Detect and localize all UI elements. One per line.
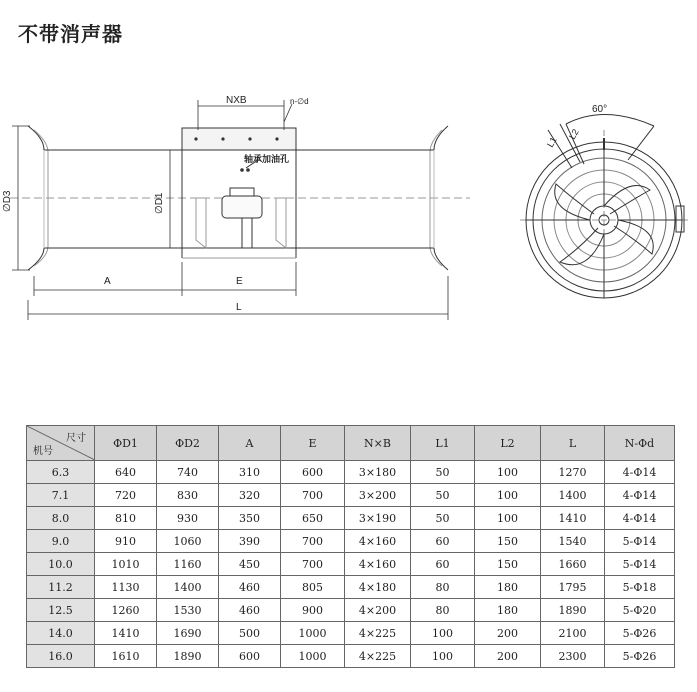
table-cell: 4×180 xyxy=(345,576,411,599)
table-row xyxy=(27,553,675,576)
model-number-cell: 10.0 xyxy=(27,553,95,576)
table-row xyxy=(27,484,675,507)
table-row xyxy=(27,599,675,622)
d3-label: ∅D3 xyxy=(2,190,13,212)
table-cell: 5-Φ26 xyxy=(605,645,675,668)
table-cell: 740 xyxy=(157,461,219,484)
table-cell: 3×180 xyxy=(345,461,411,484)
header-a: A xyxy=(219,426,281,461)
table-cell: 1130 xyxy=(95,576,157,599)
fan-side-view xyxy=(10,126,470,270)
table-cell: 180 xyxy=(475,576,541,599)
table-row xyxy=(27,530,675,553)
model-number-cell: 12.5 xyxy=(27,599,95,622)
table-cell: 930 xyxy=(157,507,219,530)
table-cell: 700 xyxy=(281,553,345,576)
page-title: 不带消声器 xyxy=(18,22,123,46)
table-cell: 460 xyxy=(219,599,281,622)
model-number-cell: 8.0 xyxy=(27,507,95,530)
table-cell: 5-Φ18 xyxy=(605,576,675,599)
table-cell: 3×190 xyxy=(345,507,411,530)
table-cell: 1410 xyxy=(541,507,605,530)
table-cell: 150 xyxy=(475,553,541,576)
table-cell: 900 xyxy=(281,599,345,622)
table-cell: 5-Φ14 xyxy=(605,553,675,576)
table-cell: 460 xyxy=(219,576,281,599)
table-cell: 4-Φ14 xyxy=(605,507,675,530)
table-row xyxy=(27,576,675,599)
table-row xyxy=(27,507,675,530)
table-cell: 350 xyxy=(219,507,281,530)
table-cell: 1540 xyxy=(541,530,605,553)
angle-label: 60° xyxy=(592,104,608,115)
table-cell: 4×225 xyxy=(345,622,411,645)
table-cell: 4×160 xyxy=(345,530,411,553)
table-cell: 100 xyxy=(475,484,541,507)
table-cell: 60 xyxy=(411,530,475,553)
table-cell: 805 xyxy=(281,576,345,599)
table-cell: 450 xyxy=(219,553,281,576)
table-cell: 1160 xyxy=(157,553,219,576)
table-cell: 4×160 xyxy=(345,553,411,576)
table-cell: 150 xyxy=(475,530,541,553)
l2-label: L2 xyxy=(567,127,581,141)
header-l: L xyxy=(541,426,605,461)
table-cell: 2100 xyxy=(541,622,605,645)
table-cell: 5-Φ26 xyxy=(605,622,675,645)
table-cell: 1270 xyxy=(541,461,605,484)
corner-size-label: 尺寸 xyxy=(66,433,86,444)
header-e: E xyxy=(281,426,345,461)
table-cell: 700 xyxy=(281,530,345,553)
table-cell: 200 xyxy=(475,645,541,668)
table-cell: 1000 xyxy=(281,645,345,668)
header-d2: ΦD2 xyxy=(157,426,219,461)
table-cell: 1060 xyxy=(157,530,219,553)
table-cell: 100 xyxy=(475,461,541,484)
table-body xyxy=(27,461,675,668)
header-nxb: N×B xyxy=(345,426,411,461)
model-number-cell: 16.0 xyxy=(27,645,95,668)
table-cell: 1410 xyxy=(95,622,157,645)
table-cell: 1690 xyxy=(157,622,219,645)
table-cell: 830 xyxy=(157,484,219,507)
table-cell: 310 xyxy=(219,461,281,484)
header-l2: L2 xyxy=(475,426,541,461)
table-row xyxy=(27,461,675,484)
a-label: A xyxy=(104,276,111,287)
header-d1: ΦD1 xyxy=(95,426,157,461)
nxb-label: NXB xyxy=(226,95,247,106)
table-cell: 1400 xyxy=(541,484,605,507)
table-cell: 500 xyxy=(219,622,281,645)
table-cell: 1010 xyxy=(95,553,157,576)
table-header-row xyxy=(27,426,675,461)
l-label: L xyxy=(236,302,242,313)
header-nd: N-Φd xyxy=(605,426,675,461)
model-number-cell: 6.3 xyxy=(27,461,95,484)
e-label: E xyxy=(236,276,243,287)
corner-model-label: 机号 xyxy=(33,446,53,457)
model-number-cell: 14.0 xyxy=(27,622,95,645)
model-number-cell: 11.2 xyxy=(27,576,95,599)
table-cell: 100 xyxy=(411,645,475,668)
table-cell: 650 xyxy=(281,507,345,530)
table-cell: 200 xyxy=(475,622,541,645)
table-cell: 320 xyxy=(219,484,281,507)
table-row xyxy=(27,622,675,645)
l1-label: L1 xyxy=(545,135,559,149)
table-cell: 640 xyxy=(95,461,157,484)
table-cell: 4-Φ14 xyxy=(605,461,675,484)
table-corner-cell xyxy=(27,426,95,461)
table-cell: 1530 xyxy=(157,599,219,622)
table-cell: 100 xyxy=(411,622,475,645)
table-cell: 1890 xyxy=(541,599,605,622)
table-cell: 600 xyxy=(219,645,281,668)
nd-label: n-∅d xyxy=(290,97,309,106)
table-cell: 1000 xyxy=(281,622,345,645)
table-cell: 720 xyxy=(95,484,157,507)
header-l1: L1 xyxy=(411,426,475,461)
table-cell: 1890 xyxy=(157,645,219,668)
table-cell: 700 xyxy=(281,484,345,507)
table-cell: 50 xyxy=(411,507,475,530)
table-cell: 4-Φ14 xyxy=(605,484,675,507)
table-row xyxy=(27,645,675,668)
model-number-cell: 9.0 xyxy=(27,530,95,553)
model-number-cell: 7.1 xyxy=(27,484,95,507)
table-cell: 1795 xyxy=(541,576,605,599)
table-cell: 3×200 xyxy=(345,484,411,507)
table-cell: 180 xyxy=(475,599,541,622)
table-cell: 2300 xyxy=(541,645,605,668)
table-cell: 1260 xyxy=(95,599,157,622)
table-cell: 910 xyxy=(95,530,157,553)
bearing-label: 轴承加油孔 xyxy=(244,154,290,164)
table-cell: 50 xyxy=(411,484,475,507)
table-cell: 1660 xyxy=(541,553,605,576)
table-cell: 810 xyxy=(95,507,157,530)
table-cell: 5-Φ14 xyxy=(605,530,675,553)
d1-label: ∅D1 xyxy=(154,192,165,214)
table-cell: 600 xyxy=(281,461,345,484)
table-cell: 1610 xyxy=(95,645,157,668)
table-cell: 1400 xyxy=(157,576,219,599)
table-cell: 5-Φ20 xyxy=(605,599,675,622)
table-cell: 50 xyxy=(411,461,475,484)
spec-table xyxy=(26,425,675,668)
table-cell: 80 xyxy=(411,599,475,622)
table-cell: 80 xyxy=(411,576,475,599)
table-cell: 390 xyxy=(219,530,281,553)
table-cell: 4×200 xyxy=(345,599,411,622)
table-cell: 60 xyxy=(411,553,475,576)
table-cell: 4×225 xyxy=(345,645,411,668)
table-cell: 100 xyxy=(475,507,541,530)
